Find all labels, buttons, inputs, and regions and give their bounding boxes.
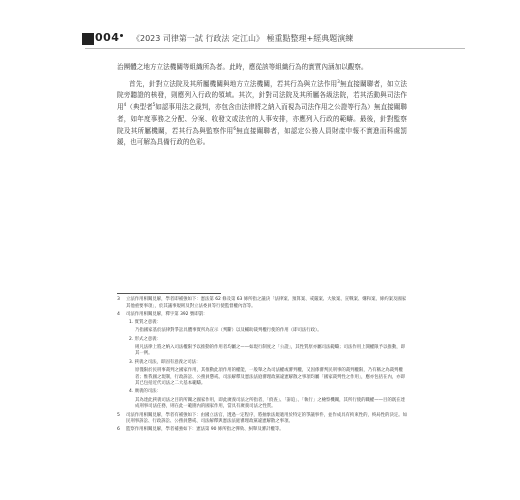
text-run: （典型者 xyxy=(126,103,153,112)
footnote-number xyxy=(117,337,126,344)
header-rule xyxy=(85,48,465,49)
footnotes xyxy=(117,297,407,436)
footnote-text: 2. 形式之意義： xyxy=(129,336,161,342)
footnote-text: 原僅限於民刑事裁判之國家作用，其推動此項作用的權能，一般舉之為司法權或審判權，又因係審判民刑事的裁判權限，乃有稱之為裁判權者；惟我國之現制，行政訴訟、公務員懲戒、司法解釋及憲法法庭審理政黨違憲解散之事項均屬「國家裁判性之作用」，應亦包括在內，亦即其已包括近代司法之二大基本範疇。 xyxy=(135,367,406,387)
text-run: 無直接關聯者，如認定公務人員財產申報不實進而科處罰鍰，也可解為具備行政的色彩。 xyxy=(117,126,408,147)
running-title: 《2023 司律第一試 行政法 定江山》 極重點整理+經典題演練 xyxy=(132,34,354,43)
footnote-number xyxy=(117,368,126,388)
footnote-text: 1. 實質之意義： xyxy=(129,320,161,326)
footnote-item xyxy=(117,368,407,388)
footnote-number: 5 xyxy=(117,412,120,418)
paragraph-2 xyxy=(117,79,407,149)
main-text xyxy=(117,62,407,154)
footnote-number xyxy=(117,398,126,411)
footnote-item xyxy=(117,320,407,327)
footnote-item xyxy=(117,389,407,396)
footnote-item xyxy=(117,297,407,310)
footnote-number xyxy=(117,345,126,358)
footnote-text: 則凡法律上將之納入司法權限予以推動的作用者均屬之——如現行制度之「公證」，其性質原亦屬司法範疇；司法作用上開權限予以推動，即其一例。 xyxy=(135,344,406,357)
bullet-dot-icon xyxy=(120,34,123,37)
paragraph-1: 治團體之地方立法機關等組織所為者。此時，應從該等組織行為的實質內涵加以觀察。 xyxy=(117,63,368,71)
text-run: 首先，針對立法院及其所屬機關與地方立法機關，若其行為與立法作用 xyxy=(129,79,338,88)
footnote-item xyxy=(117,337,407,344)
footnote-ref: 4 xyxy=(123,101,127,107)
footnote-number: 6 xyxy=(117,427,120,433)
footnote-item xyxy=(117,312,407,319)
footnote-text: 4. 廣義的司法： xyxy=(129,389,161,395)
footnote-number xyxy=(117,320,126,327)
footnote-ref: 5 xyxy=(152,101,156,107)
footnote-item xyxy=(117,328,407,335)
footnote-number: 4 xyxy=(117,311,120,317)
page-number-block-icon xyxy=(82,33,94,45)
footnote-rule xyxy=(117,293,221,294)
text-run: 如認事用法之裁判，亦包含由法律將之納入而視為司法作用之公證等行為）無直接關聯者，如年度事務之分配、分案、收發文或法官的人事安排，亦應列入行政的範疇。最後，針對監察院及其所屬機關，若其行為與監察作用 xyxy=(117,103,407,135)
page-header xyxy=(82,31,462,47)
footnote-item xyxy=(117,345,407,358)
footnote-number xyxy=(117,328,126,335)
footnote-number: 3 xyxy=(117,297,120,302)
footnote-number xyxy=(117,360,126,367)
footnote-text: 監察作用相關見解，學者補強如下：憲法第 90 條所指之彈劾、糾舉及審計權等。 xyxy=(126,427,284,433)
footnote-number xyxy=(117,389,126,396)
footnote-item xyxy=(117,427,407,434)
footnote-text: 司法作用相關見解，釋字第 392 號即謂： xyxy=(126,311,208,317)
page-number: 004 xyxy=(95,31,120,44)
footnote-text: 3. 狹義之司法，即固有意義之司法： xyxy=(129,359,201,365)
footnote-text: 乃指國家基於法律對爭訟具體事實所為宣示（判斷）以及輔助裁判權行使的作用（即司法行政）。 xyxy=(135,328,322,334)
footnote-text: 其為達此狹義司法之目的所關之國家作用，即此廣義司法之所指者，「偵查」、「訴追」、「執行」之檢察機關，其所行使的職權——目的既在達成刑事司法任務，則在此一範圍內的國家作用，當具有廣義司法之性質。 xyxy=(135,397,406,410)
footnote-item xyxy=(117,413,407,426)
text-run: 無直接關聯者，如立法院旁聽證的核發，則應列入行政的領域。其次，針對司法院及其所屬各級法院，若其活動與司法作用 xyxy=(117,79,408,112)
footnote-ref: 3 xyxy=(337,78,340,84)
footnote-item xyxy=(117,360,407,367)
footnote-ref: 6 xyxy=(233,125,236,131)
footnote-item xyxy=(117,398,407,411)
footnote-text: 司法作用相關見解，學者有補強如下：由國立法官，透過一定程序，將抽象法規適用於特定的爭議事件，並作成具有拘束性的，終局性的決定。如民刑事訴訟、行政訴訟、公務員懲戒、司法解釋與憲法法庭審理政黨違憲解散之事項。 xyxy=(126,412,408,425)
footnote-text: 立法作用相關見解，學者即補強如下：憲法第 62 條及第 63 條所指之議決「法律案、預算案、戒嚴案、大赦案、宣戰案、媾和案、條約案及國家其他重要事項」，於其議事規則及對立法委員等行使監督權內容等。 xyxy=(126,297,407,309)
